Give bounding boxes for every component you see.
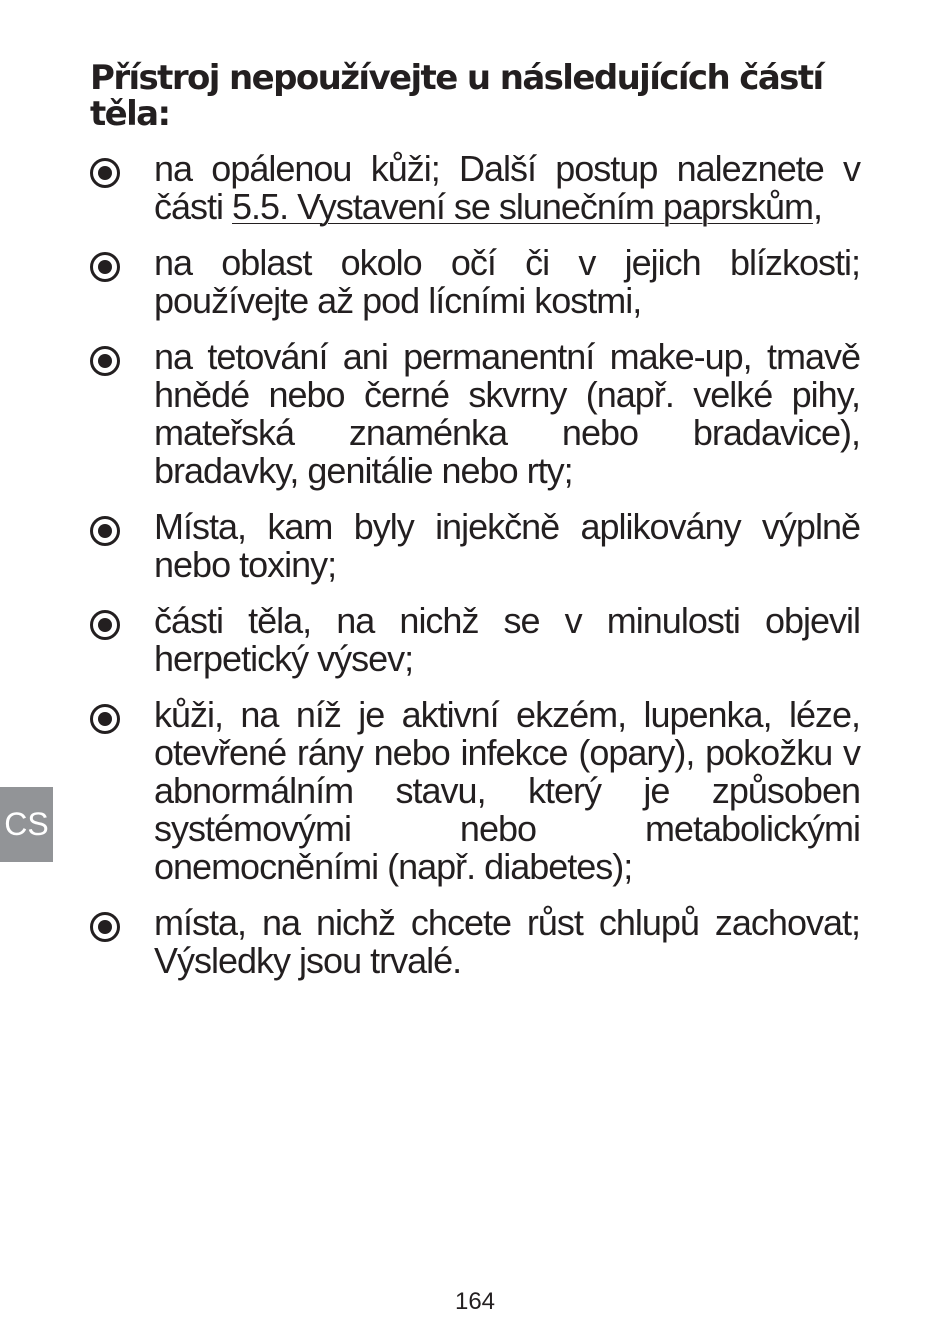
- section-reference-link[interactable]: 5.5. Vystavení se slunečním paprskům: [232, 186, 813, 227]
- bullet-icon: [90, 252, 120, 282]
- bullet-icon: [90, 516, 120, 546]
- list-item-text: místa, na nichž chcete růst chlupů zachovat; Výsledky jsou trvalé.: [154, 902, 860, 981]
- list-item: [88, 696, 860, 886]
- list-item-text: Místa, kam byly injekčně aplikovány výplně nebo toxiny;: [154, 506, 860, 585]
- bullet-icon: [90, 610, 120, 640]
- bullet-icon: [90, 158, 120, 188]
- list-item: [88, 904, 860, 980]
- list-item-text: na opálenou kůži; Další postup naleznete v části: [154, 148, 860, 227]
- bullet-icon: [90, 346, 120, 376]
- list-item: [88, 508, 860, 584]
- contraindication-list: [88, 150, 860, 998]
- list-item: [88, 602, 860, 678]
- page-number: 164: [454, 1288, 496, 1315]
- language-tab: [0, 787, 53, 862]
- list-item: [88, 244, 860, 320]
- list-item-text: ,: [813, 186, 823, 227]
- list-item: [88, 338, 860, 490]
- section-heading: Přístroj nepoužívejte u následujících částí těla:: [90, 58, 823, 134]
- list-item-text: na oblast okolo očí či v jejich blízkosti; používejte až pod lícními kostmi,: [154, 242, 860, 321]
- list-item-text: na tetování ani permanentní make-up, tmavě hnědé nebo černé skvrny (např. velké pihy, mateřská znaménka nebo bradavice), bradavky, genitálie nebo rty;: [154, 336, 860, 491]
- language-code: CS: [4, 806, 49, 842]
- bullet-icon: [90, 912, 120, 942]
- list-item-text: kůži, na níž je aktivní ekzém, lupenka, léze, otevřené rány nebo infekce (opary), pokožku v abnormálním stavu, který je způsoben systémovými nebo metabolickými onemocněními (např. diabetes);: [154, 694, 860, 887]
- list-item: [88, 150, 860, 226]
- bullet-icon: [90, 704, 120, 734]
- list-item-text: části těla, na nichž se v minulosti objevil herpetický výsev;: [154, 600, 860, 679]
